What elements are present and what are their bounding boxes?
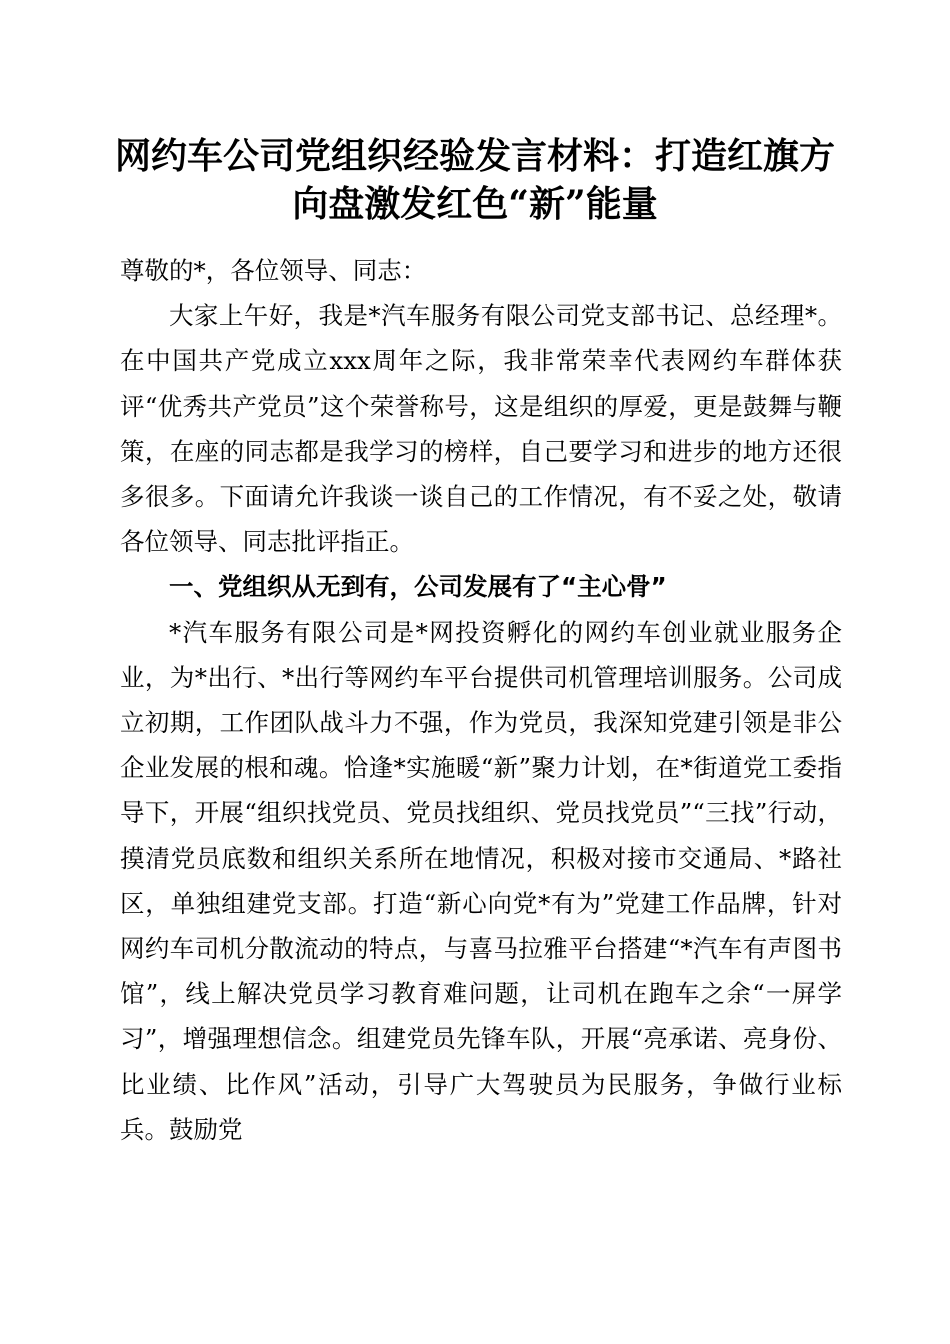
greeting: 尊敬的*，各位领导、同志： bbox=[120, 256, 427, 285]
document-title: 网约车公司党组织经验发言材料：打造红旗方向盘激发红色“新”能量 bbox=[114, 135, 835, 225]
document-body bbox=[120, 248, 842, 1152]
section-heading: 一、党组织从无到有，公司发展有了“主心骨” bbox=[169, 572, 667, 602]
section-paragraph: *汽车服务有限公司是*网投资孵化的网约车创业就业服务企业，为*出行、*出行等网约车平台提供司机管理培训服务。公司成立初期，工作团队战斗力不强，作为党员，我深知党建引领是非公企业发展的根和魂。恰逢*实施暖“新”聚力计划，在*街道党工委指导下，开展“组织找党员、党员找组织、党员找党员”“三找”行动，摸清党员底数和组织关系所在地情况，积极对接市交通局、*路社区，单独组建党支部。打造“新心向党*有为”党建工作品牌，针对网约车司机分散流动的特点，与喜马拉雅平台搭建“*汽车有声图书馆”，线上解决党员学习教育难问题，让司机在跑车之余“一屏学习”，增强理想信念。组建党员先锋车队，开展“亮承诺、亮身份、比业绩、比作风”活动，引导广大驾驶员为民服务，争做行业标兵。鼓励党 bbox=[120, 617, 842, 1144]
body-paragraph: 大家上午好，我是*汽车服务有限公司党支部书记、总经理*。在中国共产党成立xxx周年之际，我非常荣幸代表网约车群体获评“优秀共产党员”这个荣誉称号，这是组织的厚爱，更是鼓舞与鞭策，在座的同志都是我学习的榜样，自己要学习和进步的地方还很多很多。下面请允许我谈一谈自己的工作情况，有不妥之处，敬请各位领导、同志批评指正。 bbox=[120, 301, 842, 557]
